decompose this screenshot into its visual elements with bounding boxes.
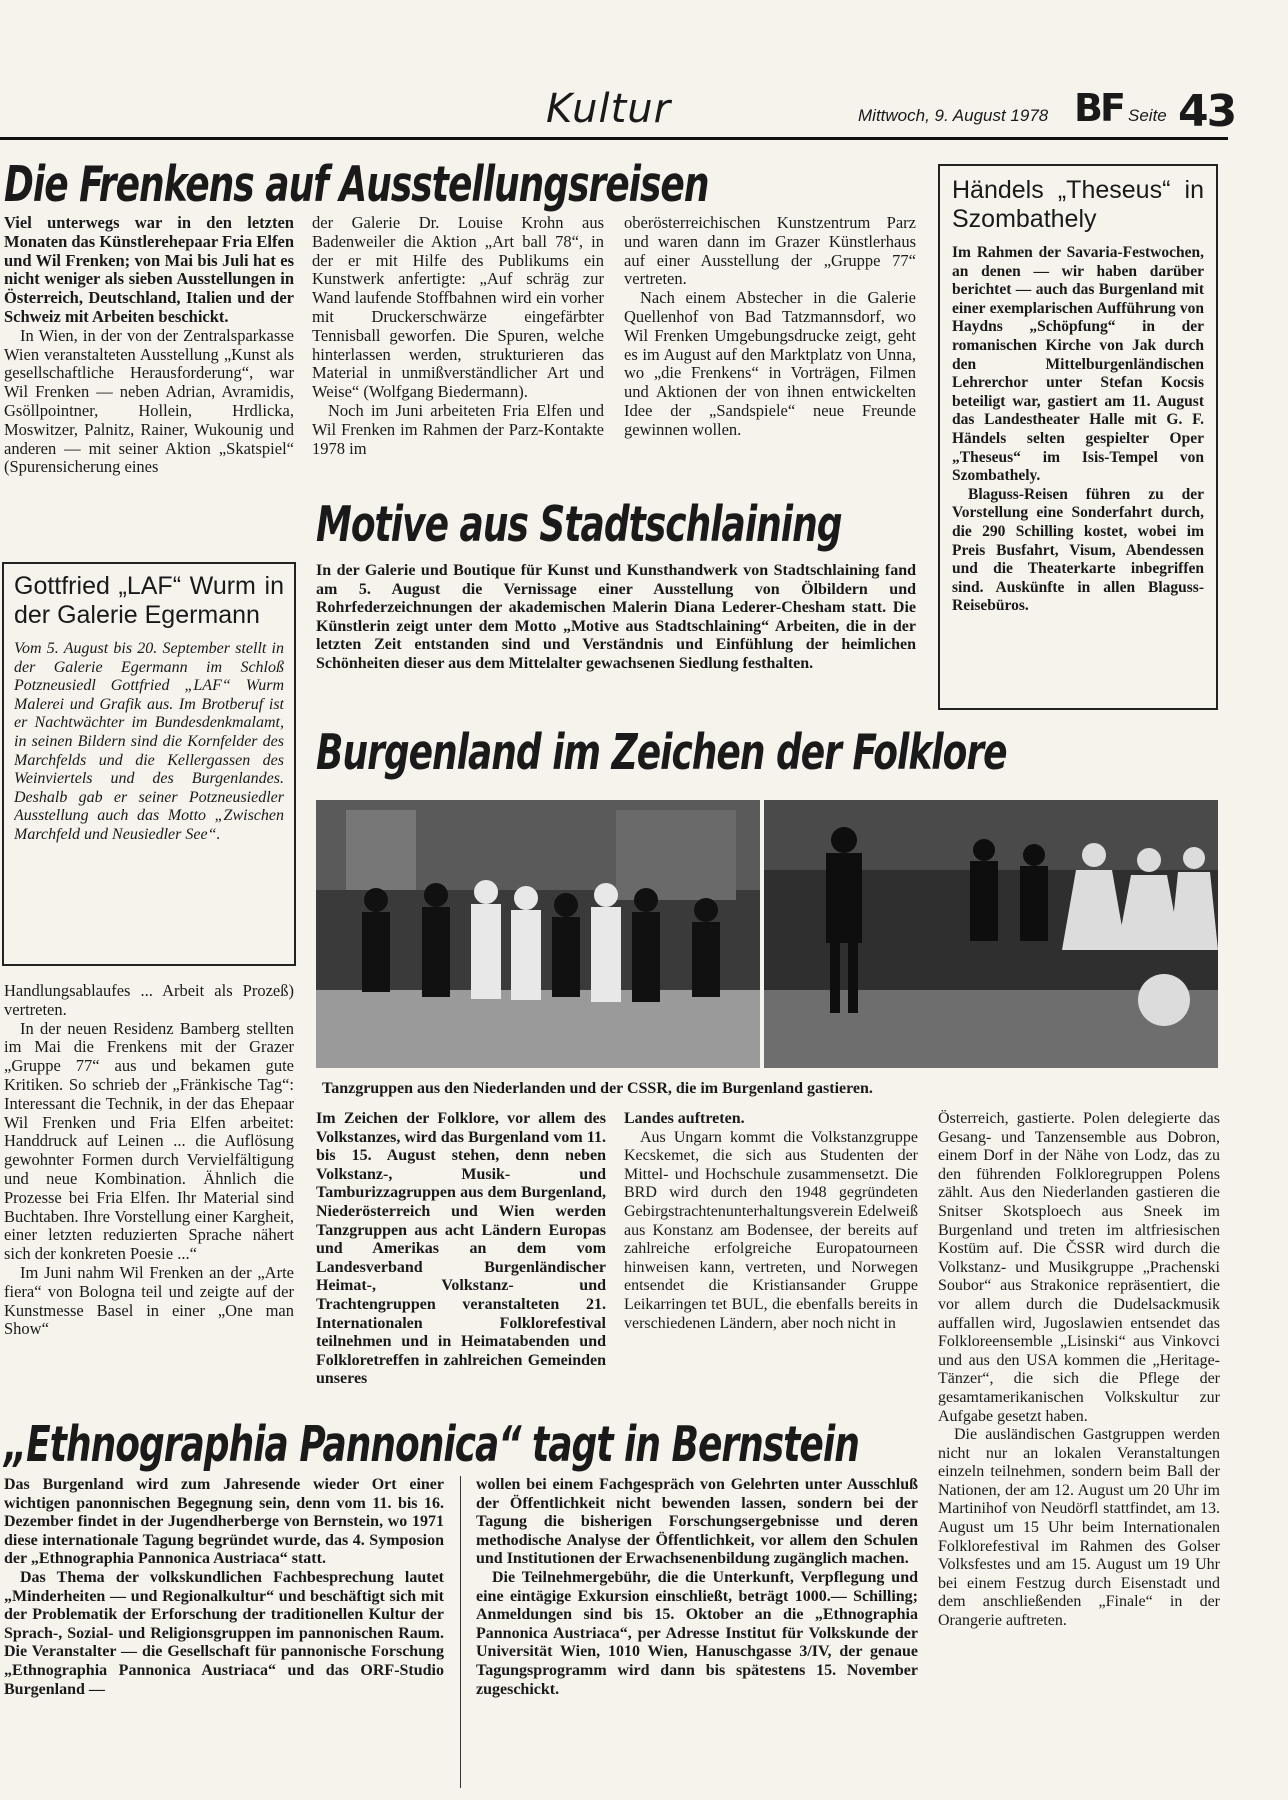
frenkens-headline: Die Frenkens auf Ausstellungsreisen [4,158,709,214]
theseus-headline: Händels „Theseus“ in Szombathely [952,176,1204,233]
frenkens-lead: Viel unterwegs war in den letzten Monaten das Künstlerehepaar Fria Elfen und Wil Frenken; von Mai bis Juli hat es nicht weniger als sieben Ausstellungen in Österreich, Deutschland, Italien und der Schweiz mit Arbeiten beschickt. [4,214,294,326]
frenkens-paragraph: In Wien, in der von der Zentralsparkasse Wien veranstalteten Ausstellung „Kunst als gesellschaftliche Herausforderung“, war Wil Frenken — neben Adrian, Avramidis, Gsöllpointner, Hollein, Hrdlicka, Moswitzer, Palnitz, Rainer, Wukounig und anderen — mit seiner Aktion „Skatspiel“ (Spurensicherung eines [4,325,294,477]
masthead-rule [0,137,1228,140]
frenkens-paragraph: Nach einem Abstecher in die Galerie Quellenhof von Bad Tatzmannsdorf, wo Wil Frenken Umgebungsdrucke zeigt, geht es im August auf den Marktplatz von Unna, wo „die Frenkens“ in Vorträgen, Filmen und Aktionen der von ihnen entwickelten Idee der „Sandspiele“ neue Freunde gewinnen wollen. [624,288,916,439]
frenkens-paragraph: Im Juni nahm Wil Frenken an der „Arte fiera“ von Bologna teil und zeigte auf der Kunstmesse Basel in einer „One man Show“ [4,1262,294,1339]
column-divider [460,1476,461,1788]
theseus-paragraph: Blaguss-Reisen führen zu der Vorstellung eine Sonderfahrt durch, die 290 Schilling kostet, wobei im Preis Busfahrt, Visum, Abendessen und die Theaterkarte inbegriffen sind. Auskünfte in allen Blaguss-Reisebüros. [952,485,1204,615]
folklore-column-2 [624,1110,918,1406]
frenkens-paragraph: Noch im Juni arbeiteten Fria Elfen und Wil Frenken im Rahmen der Parz-Kontakte 1978 im [312,400,604,458]
stadtschlaining-body: In der Galerie und Boutique für Kunst und Kunsthandwerk von Stadtschlaining fand am 5. August die Vernissage einer Ausstellung von Ölbildern und Rohrfederzeichnungen der akademischen Malerin Diana Lederer-Chesham statt. Die Künstlerin zeigt unter dem Motto „Motive aus Stadtschlaining“ Arbeiten, die in der letzten Zeit entstanden sind und Verständnis und Einfühlung der heimlichen Schönheiten dieser aus dem Mittelalter gewachsenen Siedlung festhalten. [316,562,916,672]
folklore-paragraph: Die ausländischen Gastgruppen werden nicht nur an lokalen Veranstaltungen einzeln teilnehmen, sondern beim Ball der Nationen, der am 12. August um 20 Uhr im Martinihof von Neudörfl stattfindet, am 13. August um 15 Uhr beim Internationalen Folklorefestival im Rahmen des Golser Volksfestes und am 15. August um 19 Uhr bei einem Festzug durch Eisenstadt und dem anschließenden „Finale“ in der Orangerie auftreten. [938,1426,1220,1630]
theseus-content [952,176,1204,700]
newspaper-logo: BF [1074,86,1123,130]
photo-caption: Tanzgruppen aus den Niederlanden und der CSSR, die im Burgenland gastieren. [322,1080,873,1097]
wurm-paragraph: Vom 5. August bis 20. September stellt in der Galerie Egermann im Schloß Potzneusiedl Gottfried „LAF“ Wurm Malerei und Grafik aus. Im Brotberuf ist er Nachtwächter im Bundesdenkmalamt, in seinen Bildern sind die Kornfelder des Marchfelds und die Kellergassen des Weinviertels und des Burgenlandes. Deshalb gab er seiner Potzneusiedler Ausstellung auch das Motto „Zwischen Marchfeld und Neusiedler See“. [14,640,284,843]
photo-cssr-dancers-image [764,800,1218,1068]
frenkens-column-1 [4,214,294,544]
folklore-column-3 [938,1110,1220,1800]
frenkens-column-2 [312,214,604,494]
pannonica-column-2 [476,1476,918,1788]
frenkens-paragraph: der Galerie Dr. Louise Krohn aus Badenweiler die Aktion „Art ball 78“, in der er mit Hilfe des Publikums ein Kunstwerk anfertigte: „Auf schräg zur Wand laufende Stoffbahnen wird ein vorher mit Druckerschwärze eingefärbter Tennisball geworfen. Die Spuren, welche hinterlassen werden, strukturieren das Material in unmißverständlicher Art und Weise“ (Wolfgang Biedermann). [312,214,604,402]
pannonica-paragraph: wollen bei einem Fachgespräch von Gelehrten unter Ausschluß der Öffentlichkeit nicht bewenden lassen, sondern bei der Tagung die bisherigen Forschungsergebnisse und deren methodische Analyse der Öffentlichkeit, vor allem den Schulen und Institutionen der Erwachsenenbildung zugänglich machen. [476,1476,918,1568]
folklore-paragraph: Österreich, gastierte. Polen delegierte das Gesang- und Tanzensemble aus Dobron, einem Dorf in der Nähe von Lodz, das zu den führenden Folkloregruppen Polens zählt. Aus den Niederlanden gastieren die Snitser Skotsploech aus Sneek im Burgenland und treten im altfriesischen Kostüm auf. Die ČSSR wird durch die Volkstanz- und Musikgruppe „Prachenski Soubor“ aus Strakonice repräsentiert, die vor allem durch die Dudelsackmusik auffallen wird, Jugoslawien entsendet das Folkloreensemble „Lisinski“ aus Vinkovci und aus den USA kommen die „Heritage-Tänzer“, die sich die Pflege der gesamtamerikanischen Volkskultur zur Aufgabe gesetzt haben. [938,1110,1220,1425]
photo-cssr-dancers [764,800,1218,1068]
wurm-box [2,562,296,966]
dateline: Mittwoch, 9. August 1978 [858,106,1049,125]
wurm-headline: Gottfried „LAF“ Wurm in der Galerie Egermann [14,572,284,629]
frenkens-paragraph: oberösterreichischen Kunstzentrum Parz und waren dann im Grazer Künstlerhaus auf einer Ausstellung der „Gruppe 77“ vertreten. [624,214,916,289]
wurm-content [14,572,284,958]
stadtschlaining-headline: Motive aus Stadtschlaining [316,498,842,554]
frenkens-paragraph: In der neuen Residenz Bamberg stellten im Mai die Frenkens mit der Grazer „Gruppe 77“ aus und bekamen gute Kritiken. So schrieb der „Fränkische Tag“: Interessant die Technik, in der das Ehepaar Wil Frenken und Fria Elfen arbeitet: Handdruck auf Leinen ... die Auflösung gewohnter Formen durch Vervielfältigung und neue Kombination. Ähnlich die Prozesse bei Fria Elfen. Ihr Material sind Buchtaben. Ihre Vorstellung einer Kargheit, einer letzten reduzierten Sprache nähert sich der konkreten Poesie ...“ [4,1018,294,1264]
folklore-column-1: Im Zeichen der Folklore, vor allem des Volkstanzes, wird das Burgenland vom 11. bis 15. August stehen, denn neben Volkstanz-, Musik- und Tamburizzagruppen aus dem Burgenland, Niederösterreich und Wien werden Tanzgruppen aus acht Ländern Europas und Amerikas an dem vom Landesverband Burgenländischer Heimat-, Volkstanz- und Trachtengruppen veranstalteten 21. Internationalen Folklorefestival teilnehmen und in Heimatabenden und Folkloretreffen in zahlreichen Gemeinden unseres [316,1110,606,1388]
photo-dutch-dancers [316,800,760,1068]
folklore-paragraph: Aus Ungarn kommt die Volkstanzgruppe Kecskemet, die sich aus Studenten der Mittel- und Hochschule zusammensetzt. Die BRD wird durch den 1948 gegründeten Gebirgstrachtenunterhaltungsverein Edelweiß aus Konstanz am Bodensee, der bereits auf zahlreiche erfolgreiche Europatourneen hinweisen kann, vertreten, und Norwegen entsendet die Kristiansander Gruppe Leikarringen tet BUL, die ebenfalls bereits in verschiedenen Ländern, aber noch nicht in [624,1128,918,1332]
folklore-headline: Burgenland im Zeichen der Folklore [316,726,1007,782]
frenkens-continuation [4,982,294,1392]
pannonica-column-1 [4,1476,444,1788]
pannonica-headline: „Ethnographia Pannonica“ tagt in Bernstein [4,1418,859,1474]
pannonica-paragraph: Die Teilnehmergebühr, die die Unterkunft, Verpflegung und eine eintägige Exkursion einschließt, beträgt 1000.— Schilling; Anmeldungen sind bis 15. Oktober an die „Ethnographia Pannonica Austriaca“, per Adresse Institut für Volkskunde der Universität Wien, 1010 Wien, Hanuschgasse 3/IV, der genaue Tagungsprogramm wird dann bis spätestens 15. November zugeschickt. [476,1568,918,1698]
theseus-box [938,164,1218,710]
theseus-paragraph: Im Rahmen der Savaria-Festwochen, an denen — wir haben darüber berichtet — auch das Burgenland mit einer exemplarischen Aufführung von Haydns „Schöpfung“ in der romanischen Kirche von Jak durch den Mittelburgenländischen Lehrerchor unter Stefan Kocsis beteiligt war, gastiert am 11. August das Landestheater Halle mit G. F. Händels selten gespielter Oper „Theseus“ im Isis-Tempel von Szombathely. [952,244,1204,485]
photo-dutch-dancers-image [316,800,760,1068]
folklore-paragraph: Landes auftreten. [624,1110,745,1127]
page-label: Seite [1128,106,1167,125]
pannonica-paragraph: Das Burgenland wird zum Jahresende wieder Ort einer wichtigen panonnischen Begegnung sein, denn vom 11. bis 16. Dezember findet in der Jugendherberge von Bernstein, wo 1971 diese internationale Tagung begründet wurde, das 4. Symposion der „Ethnographia Pannonica Austriaca“ statt. [4,1476,444,1568]
section-title: Kultur [546,86,672,132]
pannonica-paragraph: Das Thema der volkskundlichen Fachbesprechung lautet „Minderheiten — und Regionalkultur“ und beschäftigt sich mit der Problematik der Erforschung der traditionellen Kultur der Sprach-, Sozial- und Religionsgruppen im pannonischen Raum. Die Veranstalter — die Gesellschaft für pannonische Forschung „Ethnographia Pannonica Austriaca“ und das ORF-Studio Burgenland — [4,1568,444,1698]
frenkens-paragraph: Handlungsablaufes ... Arbeit als Prozeß) vertreten. [4,982,294,1019]
page-number: 43 [1178,86,1236,137]
frenkens-column-3 [624,214,916,494]
